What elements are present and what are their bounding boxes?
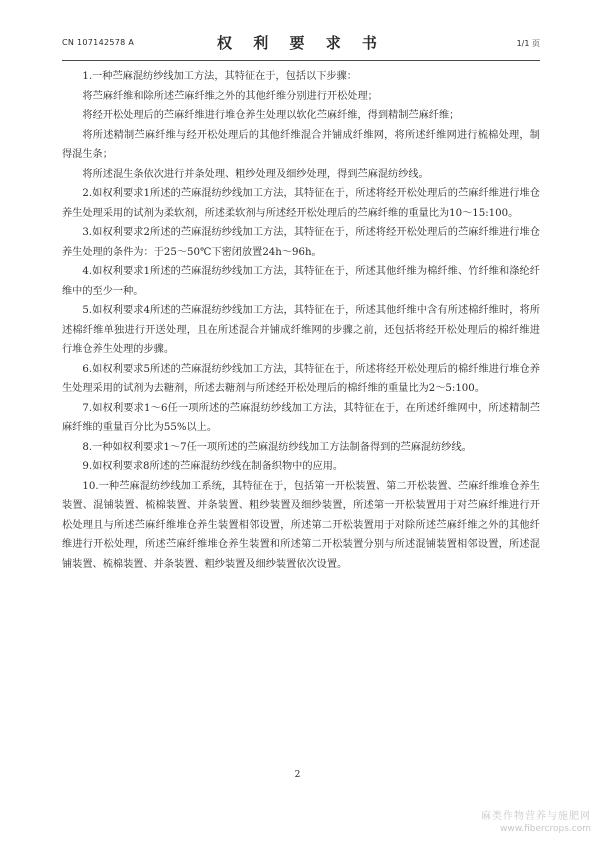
page-title: 权 利 要 求 书 bbox=[217, 34, 385, 52]
claim-paragraph: 7.如权利要求1～6任一项所述的苎麻混纺纱线加工方法，其特征在于，在所述纤维网中，所述精制苎麻纤维的重量百分比为55%以上。 bbox=[62, 402, 540, 433]
header-divider bbox=[62, 60, 540, 61]
claim-paragraph: 将所述混生条依次进行并条处理、粗纱处理及细纱处理，得到苎麻混纺纱线。 bbox=[82, 168, 429, 180]
claim-paragraph: 将经开松处理后的苎麻纤维进行堆仓养生处理以软化苎麻纤维，得到精制苎麻纤维； bbox=[82, 110, 460, 121]
claim-paragraph: 5.如权利要求4所述的苎麻混纺纱线加工方法，其特征在于，所述其他纤维中含有所述棉纤维时，将所述棉纤维单独进行开送处理，且在所述混合并铺成纤维网的步骤之前，还包括将经开松处理后的棉纤维进行堆仓养生处理的步骤。 bbox=[62, 305, 540, 355]
claim-paragraph: 4.如权利要求1所述的苎麻混纺纱线加工方法，其特征在于，所述其他纤维为棉纤维、竹纤维和涤纶纤维中的至少一种。 bbox=[62, 266, 540, 297]
document-number: CN 107142578 A bbox=[62, 38, 135, 47]
watermark-site-name: 麻类作物营养与施肥网 bbox=[481, 811, 591, 822]
watermark bbox=[481, 810, 591, 836]
claim-paragraph: 将苎麻纤维和除所述苎麻纤维之外的其他纤维分别进行开松处理； bbox=[82, 90, 378, 102]
claim-paragraph: 9.如权利要求8所述的苎麻混纺纱线在制备织物中的应用。 bbox=[82, 461, 344, 472]
claim-paragraph: 将所述精制苎麻纤维与经开松处理后的其他纤维混合并铺成纤维网，将所述纤维网进行梳棉处理，制得混生条； bbox=[62, 129, 540, 160]
watermark-url: www.fibercrops.com bbox=[500, 824, 591, 834]
page-indicator: 1/1 页 bbox=[516, 39, 540, 48]
claim-paragraph: 8.一种如权利要求1～7任一项所述的苎麻混纺纱线加工方法制备得到的苎麻混纺纱线。 bbox=[82, 441, 472, 453]
claim-paragraph: 1.一种苎麻混纺纱线加工方法，其特征在于，包括以下步骤： bbox=[82, 71, 357, 82]
claim-paragraph: 2.如权利要求1所述的苎麻混纺纱线加工方法，其特征在于，所述将经开松处理后的苎麻纤维进行堆仓养生处理采用的试剂为柔软剂，所述柔软剂与所述经开松处理后的苎麻纤维的重量比为10～15:100。 bbox=[62, 188, 540, 219]
claim-paragraph: 3.如权利要求2所述的苎麻混纺纱线加工方法，其特征在于，所述将经开松处理后的苎麻纤维进行堆仓养生处理的条件为：于25～50℃下密闭放置24h～96h。 bbox=[62, 227, 540, 258]
claims-body bbox=[62, 67, 540, 574]
page-number: 2 bbox=[294, 770, 301, 780]
claim-paragraph: 10.一种苎麻混纺纱线加工系统，其特征在于，包括第一开松装置、第二开松装置、苎麻纤维堆仓养生装置、混铺装置、梳棉装置、并条装置、粗纱装置及细纱装置，所述第一开松装置用于对苎麻纤维进行开松处理且与所述苎麻纤维堆仓养生装置相邻设置，所述第二开松装置用于对除所述苎麻纤维之外的其他纤维进行开松处理，所述苎麻纤维堆仓养生装置和所述第二开松装置分别与所述混铺装置相邻设置，所述混铺装置、梳棉装置、并条装置、粗纱装置及细纱装置依次设置。 bbox=[62, 480, 540, 570]
page-header bbox=[62, 30, 540, 58]
claim-paragraph: 6.如权利要求5所述的苎麻混纺纱线加工方法，其特征在于，所述将经开松处理后的棉纤维进行堆仓养生处理采用的试剂为去糖剂，所述去糖剂与所述经开松处理后的棉纤维的重量比为2～5:100。 bbox=[62, 363, 540, 394]
